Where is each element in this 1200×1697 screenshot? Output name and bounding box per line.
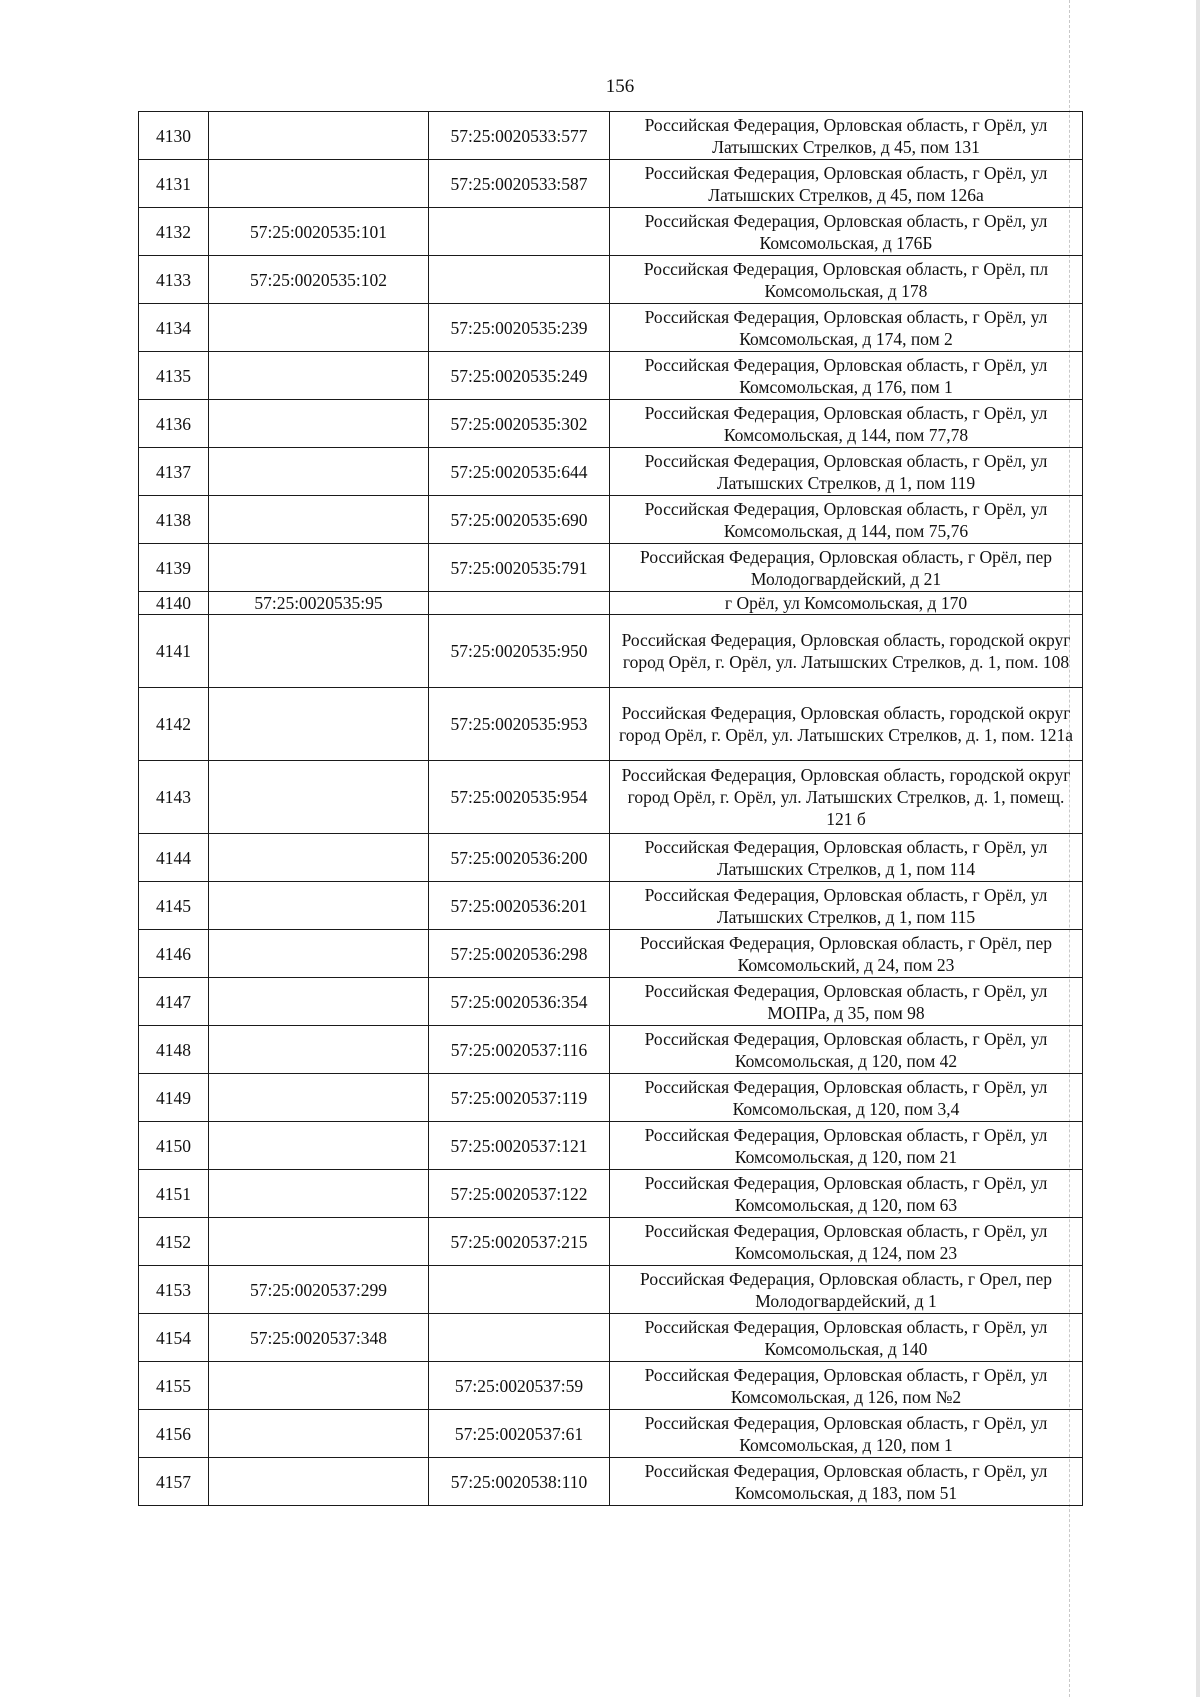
table-row	[139, 496, 1083, 544]
address-cell: Российская Федерация, Орловская область, г Орёл, ул Комсомольская, д 124, пом 23	[610, 1218, 1083, 1266]
table-row	[139, 1026, 1083, 1074]
cadastral-number-secondary-cell: 57:25:0020533:577	[429, 112, 610, 160]
cadastral-number-cell	[209, 112, 429, 160]
cadastral-number-secondary-cell: 57:25:0020535:950	[429, 615, 610, 688]
table-row	[139, 256, 1083, 304]
cadastral-number-cell	[209, 615, 429, 688]
row-number-cell: 4139	[139, 544, 209, 592]
cadastral-number-secondary-cell: 57:25:0020535:239	[429, 304, 610, 352]
address-cell: Российская Федерация, Орловская область, г Орёл, ул Комсомольская, д 144, пом 77,78	[610, 400, 1083, 448]
row-number-cell: 4134	[139, 304, 209, 352]
row-number-cell: 4142	[139, 688, 209, 761]
cadastral-number-cell	[209, 160, 429, 208]
cadastral-number-secondary-cell: 57:25:0020535:954	[429, 761, 610, 834]
address-cell: Российская Федерация, Орловская область, г Орёл, ул Комсомольская, д 144, пом 75,76	[610, 496, 1083, 544]
property-registry-table	[138, 111, 1083, 1506]
address-cell: Российская Федерация, Орловская область, г Орёл, ул Комсомольская, д 120, пом 21	[610, 1122, 1083, 1170]
address-cell: Российская Федерация, Орловская область, г Орёл, пер Молодогвардейский, д 21	[610, 544, 1083, 592]
cadastral-number-secondary-cell	[429, 592, 610, 615]
address-cell: г Орёл, ул Комсомольская, д 170	[610, 592, 1083, 615]
address-cell: Российская Федерация, Орловская область, городской округ город Орёл, г. Орёл, ул. Латышских Стрелков, д. 1, помещ. 121 б	[610, 761, 1083, 834]
table-row	[139, 1458, 1083, 1506]
cadastral-number-secondary-cell: 57:25:0020537:61	[429, 1410, 610, 1458]
address-cell: Российская Федерация, Орловская область, городской округ город Орёл, г. Орёл, ул. Латышских Стрелков, д. 1, пом. 108	[610, 615, 1083, 688]
cadastral-number-cell	[209, 1458, 429, 1506]
cadastral-number-cell	[209, 1122, 429, 1170]
table-row	[139, 834, 1083, 882]
table-row	[139, 1362, 1083, 1410]
table-row	[139, 1410, 1083, 1458]
row-number-cell: 4148	[139, 1026, 209, 1074]
cadastral-number-cell: 57:25:0020535:102	[209, 256, 429, 304]
cadastral-number-cell	[209, 352, 429, 400]
address-cell: Российская Федерация, Орловская область, г Орёл, ул Комсомольская, д 120, пом 3,4	[610, 1074, 1083, 1122]
row-number-cell: 4147	[139, 978, 209, 1026]
table-row	[139, 1170, 1083, 1218]
address-cell: Российская Федерация, Орловская область, г Орёл, ул Латышских Стрелков, д 1, пом 115	[610, 882, 1083, 930]
cadastral-number-cell	[209, 1026, 429, 1074]
cadastral-number-cell	[209, 400, 429, 448]
cadastral-number-secondary-cell: 57:25:0020537:119	[429, 1074, 610, 1122]
cadastral-number-secondary-cell: 57:25:0020535:953	[429, 688, 610, 761]
table-row	[139, 544, 1083, 592]
cadastral-number-cell	[209, 761, 429, 834]
cadastral-number-cell	[209, 1218, 429, 1266]
table-row	[139, 208, 1083, 256]
cadastral-number-secondary-cell: 57:25:0020535:690	[429, 496, 610, 544]
row-number-cell: 4132	[139, 208, 209, 256]
address-cell: Российская Федерация, Орловская область, г Орёл, пер Комсомольский, д 24, пом 23	[610, 930, 1083, 978]
address-cell: Российская Федерация, Орловская область, г Орёл, ул Латышских Стрелков, д 1, пом 114	[610, 834, 1083, 882]
row-number-cell: 4143	[139, 761, 209, 834]
table-row	[139, 1074, 1083, 1122]
address-cell: Российская Федерация, Орловская область, г Орёл, ул Комсомольская, д 183, пом 51	[610, 1458, 1083, 1506]
row-number-cell: 4150	[139, 1122, 209, 1170]
cadastral-number-secondary-cell: 57:25:0020537:121	[429, 1122, 610, 1170]
address-cell: Российская Федерация, Орловская область, городской округ город Орёл, г. Орёл, ул. Латышских Стрелков, д. 1, пом. 121а	[610, 688, 1083, 761]
table-row	[139, 160, 1083, 208]
address-cell: Российская Федерация, Орловская область, г Орёл, ул Комсомольская, д 140	[610, 1314, 1083, 1362]
row-number-cell: 4140	[139, 592, 209, 615]
cadastral-number-secondary-cell: 57:25:0020536:200	[429, 834, 610, 882]
cadastral-number-cell	[209, 930, 429, 978]
table-row	[139, 400, 1083, 448]
table-row	[139, 448, 1083, 496]
scan-edge-shadow	[1196, 0, 1200, 1697]
table-row	[139, 978, 1083, 1026]
table-row	[139, 930, 1083, 978]
row-number-cell: 4133	[139, 256, 209, 304]
cadastral-number-cell	[209, 688, 429, 761]
row-number-cell: 4149	[139, 1074, 209, 1122]
cadastral-number-secondary-cell: 57:25:0020538:110	[429, 1458, 610, 1506]
table-row	[139, 882, 1083, 930]
table-row	[139, 761, 1083, 834]
table-row	[139, 352, 1083, 400]
address-cell: Российская Федерация, Орловская область, г Орёл, ул Латышских Стрелков, д 45, пом 131	[610, 112, 1083, 160]
row-number-cell: 4152	[139, 1218, 209, 1266]
page-number: 156	[605, 76, 635, 97]
row-number-cell: 4136	[139, 400, 209, 448]
row-number-cell: 4135	[139, 352, 209, 400]
cadastral-number-cell	[209, 1362, 429, 1410]
cadastral-number-secondary-cell: 57:25:0020535:791	[429, 544, 610, 592]
table-row	[139, 304, 1083, 352]
row-number-cell: 4157	[139, 1458, 209, 1506]
address-cell: Российская Федерация, Орловская область, г Орёл, ул Латышских Стрелков, д 1, пом 119	[610, 448, 1083, 496]
cadastral-number-secondary-cell	[429, 1266, 610, 1314]
cadastral-number-cell: 57:25:0020535:101	[209, 208, 429, 256]
cadastral-number-cell	[209, 1410, 429, 1458]
cadastral-number-secondary-cell	[429, 256, 610, 304]
cadastral-number-secondary-cell: 57:25:0020535:644	[429, 448, 610, 496]
address-cell: Российская Федерация, Орловская область, г Орел, пер Молодогвардейский, д 1	[610, 1266, 1083, 1314]
row-number-cell: 4144	[139, 834, 209, 882]
cadastral-number-secondary-cell: 57:25:0020537:122	[429, 1170, 610, 1218]
cadastral-number-cell	[209, 978, 429, 1026]
address-cell: Российская Федерация, Орловская область, г Орёл, ул Комсомольская, д 126, пом №2	[610, 1362, 1083, 1410]
row-number-cell: 4145	[139, 882, 209, 930]
address-cell: Российская Федерация, Орловская область, г Орёл, ул Комсомольская, д 174, пом 2	[610, 304, 1083, 352]
address-cell: Российская Федерация, Орловская область, г Орёл, ул Комсомольская, д 120, пом 42	[610, 1026, 1083, 1074]
cadastral-number-secondary-cell: 57:25:0020536:354	[429, 978, 610, 1026]
table-row	[139, 688, 1083, 761]
cadastral-number-cell: 57:25:0020537:348	[209, 1314, 429, 1362]
table-row	[139, 1266, 1083, 1314]
table-row	[139, 592, 1083, 615]
cadastral-number-cell: 57:25:0020537:299	[209, 1266, 429, 1314]
cadastral-number-cell	[209, 882, 429, 930]
cadastral-number-secondary-cell: 57:25:0020537:59	[429, 1362, 610, 1410]
cadastral-number-secondary-cell: 57:25:0020537:215	[429, 1218, 610, 1266]
row-number-cell: 4153	[139, 1266, 209, 1314]
cadastral-number-secondary-cell	[429, 1314, 610, 1362]
cadastral-number-cell	[209, 1170, 429, 1218]
cadastral-number-cell	[209, 304, 429, 352]
address-cell: Российская Федерация, Орловская область, г Орёл, ул Латышских Стрелков, д 45, пом 126а	[610, 160, 1083, 208]
address-cell: Российская Федерация, Орловская область, г Орёл, ул Комсомольская, д 120, пом 1	[610, 1410, 1083, 1458]
cadastral-number-secondary-cell: 57:25:0020536:298	[429, 930, 610, 978]
address-cell: Российская Федерация, Орловская область, г Орёл, пл Комсомольская, д 178	[610, 256, 1083, 304]
cadastral-number-secondary-cell: 57:25:0020537:116	[429, 1026, 610, 1074]
address-cell: Российская Федерация, Орловская область, г Орёл, ул Комсомольская, д 120, пом 63	[610, 1170, 1083, 1218]
address-cell: Российская Федерация, Орловская область, г Орёл, ул Комсомольская, д 176Б	[610, 208, 1083, 256]
row-number-cell: 4155	[139, 1362, 209, 1410]
table-row	[139, 1314, 1083, 1362]
row-number-cell: 4138	[139, 496, 209, 544]
address-cell: Российская Федерация, Орловская область, г Орёл, ул Комсомольская, д 176, пом 1	[610, 352, 1083, 400]
table-row	[139, 112, 1083, 160]
cadastral-number-secondary-cell	[429, 208, 610, 256]
cadastral-number-cell	[209, 496, 429, 544]
row-number-cell: 4151	[139, 1170, 209, 1218]
address-cell: Российская Федерация, Орловская область, г Орёл, ул МОПРа, д 35, пом 98	[610, 978, 1083, 1026]
row-number-cell: 4156	[139, 1410, 209, 1458]
table-row	[139, 1218, 1083, 1266]
row-number-cell: 4141	[139, 615, 209, 688]
cadastral-number-cell	[209, 544, 429, 592]
row-number-cell: 4154	[139, 1314, 209, 1362]
cadastral-number-cell	[209, 834, 429, 882]
row-number-cell: 4146	[139, 930, 209, 978]
row-number-cell: 4131	[139, 160, 209, 208]
cadastral-number-cell	[209, 448, 429, 496]
row-number-cell: 4130	[139, 112, 209, 160]
cadastral-number-secondary-cell: 57:25:0020533:587	[429, 160, 610, 208]
table-row	[139, 615, 1083, 688]
registry-table-body	[139, 112, 1083, 1506]
cadastral-number-cell: 57:25:0020535:95	[209, 592, 429, 615]
cadastral-number-cell	[209, 1074, 429, 1122]
cadastral-number-secondary-cell: 57:25:0020535:302	[429, 400, 610, 448]
row-number-cell: 4137	[139, 448, 209, 496]
table-row	[139, 1122, 1083, 1170]
cadastral-number-secondary-cell: 57:25:0020536:201	[429, 882, 610, 930]
cadastral-number-secondary-cell: 57:25:0020535:249	[429, 352, 610, 400]
